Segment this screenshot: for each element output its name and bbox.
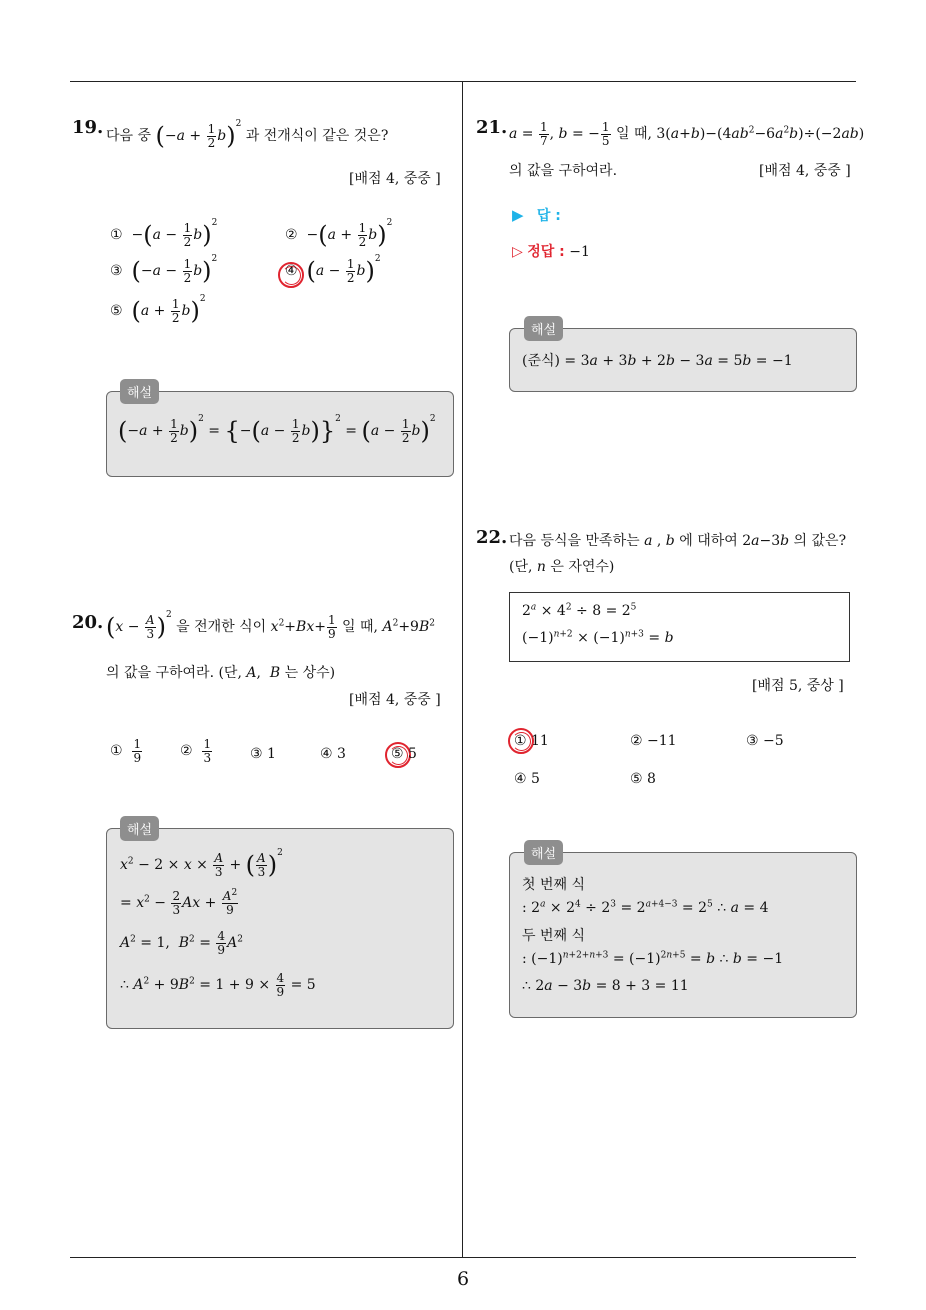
q20-solution-line2: = $x^2$ − $\frac{2}{3}$ Ax + $\frac{A^2}{9}$: [120, 888, 238, 917]
q20-option-3[interactable]: ③ 1: [250, 746, 276, 762]
q21-solution: (준식) = 3a + 3b + 2b − 3a = 5b = −1: [522, 353, 793, 369]
q20-prompt-line1: (x − $\frac{A}{3}$ )$^2$ 을 전개한 식이 $x^2+Bx+$ $\frac{1}{9}$ 일 때, $A^2+9B^2$: [106, 610, 435, 642]
q22-solution-line-1: : $2^a \times 2^4 \div 2^3 = 2^{a+4-3} = 2^5$ ∴ a = 4: [522, 899, 769, 916]
q19-solution: (−a + $\frac{1}{2}$ b)$^2$ = {−(a − $\frac{1}{2}$ b)}$^2$ = (a − $\frac{1}{2}$ b)$^2$: [118, 414, 436, 446]
q22-solution-line-2: : $(-1)^{n+2+n+3} = (-1)^{2n+5} = b$ ∴ b = −1: [522, 950, 784, 967]
q21-prompt-line1: a = $\frac{1}{7}$ , b = − $\frac{1}{5}$ 일 때, $3(a+b)-(4ab^2-6a^2b)\div(-2ab)$: [509, 120, 865, 148]
q20-solution-line1: $x^2 - 2 \times x$ × $\frac{A}{3}$ + ( $\frac{A}{3}$ )$^2$: [120, 848, 283, 880]
play-arrow-icon: ▶: [512, 206, 524, 224]
q20-option-5[interactable]: ⑤ 5: [391, 746, 417, 762]
q19-option-1[interactable]: ① −(a − $\frac{1}{2}$ b)$^2$: [110, 218, 218, 250]
q20-prompt-line2: 의 값을 구하여라. (단, A, B 는 상수): [106, 665, 336, 681]
q19-option-3[interactable]: ③ (−a − $\frac{1}{2}$ b)$^2$: [110, 254, 218, 286]
q22-number: 22.: [476, 527, 508, 548]
q20-meta: [배점 4, 중중 ]: [349, 692, 441, 708]
outline-arrow-icon: ▷: [512, 244, 523, 260]
q19-option-4[interactable]: ④ (a − $\frac{1}{2}$ b)$^2$: [285, 254, 381, 286]
q19-option-2[interactable]: ② −(a + $\frac{1}{2}$ b)$^2$: [285, 218, 393, 250]
q21-correct-value: −1: [569, 244, 590, 260]
q22-solution-line-3: ∴ 2a − 3b = 8 + 3 = 11: [522, 978, 689, 994]
q21-correct-row: ▷ 정답 : −1: [512, 244, 590, 260]
q21-prompt-line2: 의 값을 구하여라.: [509, 163, 618, 179]
q22-prompt-line2: (단, n 은 자연수): [509, 559, 615, 575]
q19-option-5[interactable]: ⑤ (a + $\frac{1}{2}$ b)$^2$: [110, 294, 206, 326]
q22-meta: [배점 5, 중상 ]: [752, 678, 844, 694]
page-number: 6: [456, 1268, 470, 1290]
q19-solution-tag: 해설: [120, 379, 159, 404]
column-divider: [462, 82, 463, 1258]
q22-option-3[interactable]: ③ −5: [746, 733, 784, 749]
q22-prompt-line1: 다음 등식을 만족하는 a , b 에 대하여 2a−3b 의 값은?: [509, 533, 847, 549]
q19-prompt: 다음 중 (−a + $\frac{1}{2}$ b)$^2$ 과 전개식이 같은 것은?: [106, 119, 389, 151]
q20-option-4[interactable]: ④ 3: [320, 746, 346, 762]
q22-equation-1: $2^a \times 4^2 \div 8 = 2^5$: [522, 602, 637, 619]
q22-solution-tag: 해설: [524, 840, 563, 865]
q22-option-5[interactable]: ⑤ 8: [630, 771, 656, 787]
q21-number: 21.: [476, 117, 508, 138]
q22-equation-2: $(-1)^{n+2} \times (-1)^{n+3} = b$: [522, 629, 674, 646]
q19-prompt-pre: 다음 중: [106, 128, 152, 145]
q20-option-1[interactable]: ① $\frac{1}{9}$: [110, 737, 142, 765]
q19-number: 19.: [72, 117, 104, 138]
q20-solution-tag: 해설: [120, 816, 159, 841]
q20-number: 20.: [72, 612, 104, 633]
bottom-rule: [70, 1257, 856, 1258]
top-rule: [70, 81, 856, 82]
q21-answer-row: ▶ 답 :: [512, 206, 561, 224]
q21-meta: [배점 4, 중중 ]: [759, 163, 851, 179]
q22-option-2[interactable]: ② −11: [630, 733, 677, 749]
q22-solution-heading-1: 첫 번째 식: [522, 877, 585, 893]
q20-option-2[interactable]: ② $\frac{1}{3}$: [180, 737, 212, 765]
q22-option-4[interactable]: ④ 5: [514, 771, 540, 787]
q22-option-1[interactable]: ① 11: [514, 733, 549, 749]
q20-solution-line4: ∴ $A^2 + 9B^2 = 1 + 9$ × $\frac{4}{9}$ = 5: [120, 971, 316, 999]
q19-prompt-post: 과 전개식이 같은 것은?: [245, 128, 389, 145]
q22-solution-heading-2: 두 번째 식: [522, 928, 585, 944]
q20-solution-line3: $A^2 = 1$, $B^2$ = $\frac{4}{9}$ $A^2$: [120, 929, 243, 957]
q21-solution-tag: 해설: [524, 316, 563, 341]
q19-meta: [배점 4, 중중 ]: [349, 171, 441, 187]
